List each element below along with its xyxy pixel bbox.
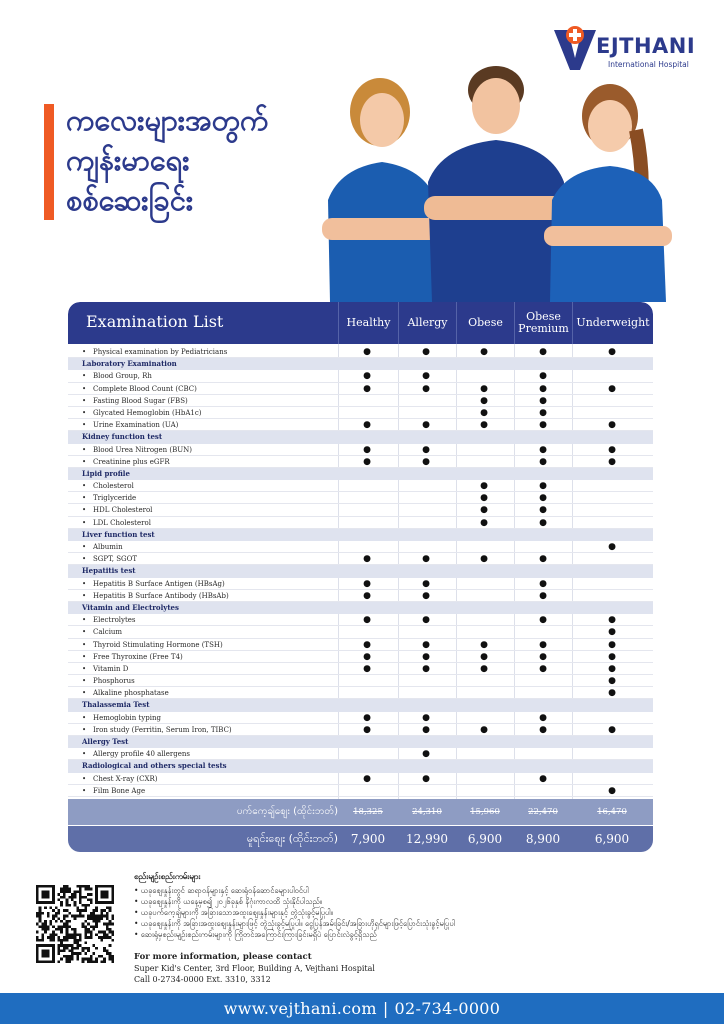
table-row <box>68 504 653 516</box>
package-price-label: ပက်ကေ့ချ်စျေး (ထိုင်းဘတ်) <box>236 806 338 817</box>
bullet-icon: • <box>82 677 87 686</box>
table-row <box>68 370 653 382</box>
included-dot-icon-obese: ● <box>480 663 488 674</box>
logo-name: EJTHANI <box>596 34 696 58</box>
bullet-icon: • <box>82 664 87 673</box>
bullet-icon: • <box>82 713 87 722</box>
bullet-icon: • <box>82 616 87 625</box>
exam-label <box>82 687 169 699</box>
category-row <box>68 602 653 614</box>
row-label-text: Laboratory Examination <box>82 359 177 369</box>
included-dot-icon-obese-premium: ● <box>539 371 547 382</box>
sale-price-healthy: 7,900 <box>350 832 386 846</box>
included-dot-icon-underweight: ● <box>608 688 616 699</box>
exam-label <box>82 578 225 590</box>
included-dot-icon-obese-premium: ● <box>539 590 547 601</box>
included-dot-icon-obese-premium: ● <box>539 554 547 565</box>
row-label-text: Film Bone Age <box>93 786 146 795</box>
included-dot-icon-obese-premium: ● <box>539 615 547 626</box>
row-label-text: Alkaline phosphatase <box>93 689 169 698</box>
row-label-text: Creatinine plus eGFR <box>93 457 170 466</box>
package-price-allergy: 24,310 <box>412 807 442 817</box>
exam-label <box>82 480 134 492</box>
included-dot-icon-healthy: ● <box>363 347 371 357</box>
bullet-icon: • <box>82 579 87 588</box>
terms-conditions <box>134 871 694 940</box>
row-label-text: LDL Cholesterol <box>93 518 151 527</box>
sale-price-obese-premium: 8,900 <box>525 832 561 846</box>
row-label-text: Hepatitis B Surface Antigen (HBsAg) <box>93 579 225 588</box>
included-dot-icon-healthy: ● <box>363 456 371 467</box>
table-row <box>68 492 653 504</box>
bullet-icon: • <box>82 591 87 600</box>
included-dot-icon-obese-premium: ● <box>539 444 547 455</box>
included-dot-icon-obese: ● <box>480 554 488 565</box>
exam-label <box>82 712 161 724</box>
included-dot-icon-obese: ● <box>480 651 488 662</box>
included-dot-icon-obese-premium: ● <box>539 651 547 662</box>
exam-label <box>82 504 152 516</box>
bullet-icon: • <box>82 628 87 637</box>
included-dot-icon-obese-premium: ● <box>539 383 547 394</box>
package-price-row <box>68 799 653 825</box>
included-dot-icon-obese-premium: ● <box>539 395 547 406</box>
table-title: Examination List <box>86 312 224 331</box>
exam-label <box>82 517 151 529</box>
included-dot-icon-allergy: ● <box>422 444 430 455</box>
title-line-1: ကလေးများအတွက် <box>66 103 269 137</box>
included-dot-icon-healthy: ● <box>363 663 371 674</box>
included-dot-icon-healthy: ● <box>363 712 371 723</box>
category-row <box>68 760 653 772</box>
bullet-icon: • <box>82 384 87 393</box>
bullet-icon: • <box>82 518 87 527</box>
row-label-text: Thalassemia Test <box>82 700 150 710</box>
included-dot-icon-obese: ● <box>480 639 488 650</box>
row-label-text: Triglyceride <box>93 494 137 503</box>
qr-code[interactable] <box>36 885 114 963</box>
table-row <box>68 626 653 638</box>
row-label-text: Allergy Test <box>82 737 129 746</box>
included-dot-icon-allergy: ● <box>422 456 430 467</box>
bullet-icon: • <box>82 640 87 649</box>
table-row <box>68 541 653 553</box>
contact-address: Super Kid's Center, 3rd Floor, Building A, Vejthani Hospital <box>134 964 375 973</box>
included-dot-icon-obese: ● <box>480 517 488 528</box>
column-allergy: Allergy <box>398 302 456 344</box>
bullet-icon: • <box>82 457 87 466</box>
column-healthy: Healthy <box>338 302 398 344</box>
row-label-text: Kidney function test <box>82 432 163 442</box>
sale-price-row <box>68 826 653 852</box>
included-dot-icon-allergy: ● <box>422 420 430 431</box>
included-dot-icon-obese: ● <box>480 395 488 406</box>
sale-price-allergy: 12,990 <box>406 832 448 846</box>
bullet-icon: • <box>82 786 87 795</box>
category-row <box>68 736 653 748</box>
included-dot-icon-healthy: ● <box>363 615 371 626</box>
included-dot-icon-allergy: ● <box>422 615 430 626</box>
table-header <box>68 302 653 344</box>
category-label <box>82 431 162 443</box>
included-dot-icon-allergy: ● <box>422 712 430 723</box>
exam-label <box>82 553 137 565</box>
included-dot-icon-allergy: ● <box>422 773 430 784</box>
terms-line: • ယခုပက်ကေ့ချ်များကို အခြားသောအထူးစျေးနှုန်းများနှင့် တွဲသုံးခွင့်မပြုပါ။ <box>134 908 333 917</box>
included-dot-icon-healthy: ● <box>363 371 371 382</box>
title-line-2: ကျန်းမာရေး <box>66 143 190 177</box>
row-label-text: Electrolytes <box>93 616 136 625</box>
exam-label <box>82 614 136 626</box>
included-dot-icon-obese-premium: ● <box>539 639 547 650</box>
exam-label <box>82 444 192 456</box>
included-dot-icon-allergy: ● <box>422 663 430 674</box>
row-label-text: Lipid profile <box>82 468 130 478</box>
row-label-text: SGPT, SGOT <box>93 555 137 564</box>
row-label-text: Hepatitis test <box>82 566 136 576</box>
sale-price-obese: 6,900 <box>467 832 503 846</box>
included-dot-icon-underweight: ● <box>608 785 616 796</box>
row-label-text: Hemoglobin typing <box>93 713 161 722</box>
included-dot-icon-healthy: ● <box>363 651 371 662</box>
category-row <box>68 358 653 370</box>
terms-title: စည်းမျဉ်းစည်းကမ်းများ <box>134 872 201 881</box>
included-dot-icon-obese: ● <box>480 420 488 431</box>
table-row <box>68 663 653 675</box>
bullet-icon: • <box>82 689 87 698</box>
included-dot-icon-obese-premium: ● <box>539 481 547 492</box>
row-label-text: Physical examination by Pediatricians <box>93 348 228 356</box>
included-dot-icon-obese-premium: ● <box>539 493 547 504</box>
girl-left-figure <box>322 78 446 302</box>
included-dot-icon-healthy: ● <box>363 639 371 650</box>
examination-table <box>68 302 653 852</box>
included-dot-icon-healthy: ● <box>363 383 371 394</box>
included-dot-icon-underweight: ● <box>608 542 616 552</box>
exam-label <box>82 492 136 504</box>
table-row <box>68 748 653 760</box>
row-label-text: Vitamin D <box>93 664 129 673</box>
category-row <box>68 565 653 577</box>
table-row <box>68 590 653 602</box>
row-label-text: Radiological and others special tests <box>82 761 227 771</box>
category-label <box>82 736 128 748</box>
footer-phone[interactable]: 02-734-0000 <box>394 999 501 1018</box>
included-dot-icon-obese: ● <box>480 407 488 418</box>
table-row <box>68 773 653 785</box>
bullet-icon: • <box>82 482 87 491</box>
included-dot-icon-obese: ● <box>480 505 488 516</box>
included-dot-icon-allergy: ● <box>422 383 430 394</box>
included-dot-icon-underweight: ● <box>608 383 616 394</box>
row-label-text: HDL Cholesterol <box>93 506 153 515</box>
exam-label <box>82 748 190 760</box>
website-link[interactable]: www.vejthani.com <box>223 999 377 1018</box>
included-dot-icon-allergy: ● <box>422 554 430 565</box>
row-label-text: Phosphorus <box>93 677 135 686</box>
category-row <box>68 529 653 541</box>
included-dot-icon-obese-premium: ● <box>539 724 547 735</box>
table-row <box>68 651 653 663</box>
exam-label <box>82 590 229 602</box>
included-dot-icon-underweight: ● <box>608 627 616 638</box>
exam-label <box>82 724 232 736</box>
included-dot-icon-healthy: ● <box>363 578 371 589</box>
exam-label <box>82 346 227 358</box>
included-dot-icon-allergy: ● <box>422 651 430 662</box>
included-dot-icon-healthy: ● <box>363 773 371 784</box>
row-label-text: Iron study (Ferritin, Serum Iron, TIBC) <box>93 725 232 734</box>
category-label <box>82 602 179 614</box>
footer-separator: | <box>382 999 389 1018</box>
included-dot-icon-allergy: ● <box>422 371 430 382</box>
included-dot-icon-healthy: ● <box>363 590 371 601</box>
included-dot-icon-obese-premium: ● <box>539 456 547 467</box>
included-dot-icon-allergy: ● <box>422 590 430 601</box>
included-dot-icon-obese-premium: ● <box>539 420 547 431</box>
category-row <box>68 431 653 443</box>
category-label <box>82 358 177 370</box>
table-row <box>68 578 653 590</box>
exam-label <box>82 541 123 553</box>
exam-label <box>82 407 202 419</box>
category-label <box>82 468 130 480</box>
table-row <box>68 785 653 797</box>
bullet-icon: • <box>82 725 87 734</box>
included-dot-icon-underweight: ● <box>608 724 616 735</box>
sale-price-underweight: 6,900 <box>594 832 630 846</box>
included-dot-icon-allergy: ● <box>422 724 430 735</box>
included-dot-icon-obese-premium: ● <box>539 773 547 784</box>
category-label <box>82 699 149 711</box>
exam-label <box>82 456 170 468</box>
table-row <box>68 712 653 724</box>
table-row <box>68 395 653 407</box>
package-price-obese-premium: 22,470 <box>528 807 558 817</box>
row-label-text: Albumin <box>93 543 123 551</box>
terms-line: • ဆေးရုံမှစည်းမျဉ်းစည်းကမ်းများကို ကြိုတင်အကြောင်းကြားခြင်းမရှိပဲ ပြောင်းလဲခွင့်ရှိသည် <box>134 930 377 939</box>
table-row <box>68 614 653 626</box>
contact-title: For more information, please contact <box>134 952 312 962</box>
included-dot-icon-underweight: ● <box>608 639 616 650</box>
row-label-text: Fasting Blood Sugar (FBS) <box>93 396 188 405</box>
row-label-text: Chest X-ray (CXR) <box>93 774 158 783</box>
bullet-icon: • <box>82 396 87 405</box>
bullet-icon: • <box>82 652 87 661</box>
bullet-icon: • <box>82 372 87 381</box>
table-row <box>68 419 653 431</box>
included-dot-icon-obese: ● <box>480 493 488 504</box>
row-label-text: Vitamin and Electrolytes <box>82 602 179 612</box>
included-dot-icon-obese: ● <box>480 383 488 394</box>
category-row <box>68 468 653 480</box>
logo-subtitle: International Hospital <box>608 60 689 69</box>
bullet-icon: • <box>82 555 87 564</box>
table-row <box>68 444 653 456</box>
included-dot-icon-underweight: ● <box>608 663 616 674</box>
table-row <box>68 553 653 565</box>
children-photo <box>300 50 710 302</box>
included-dot-icon-healthy: ● <box>363 444 371 455</box>
bullet-icon: • <box>82 750 87 759</box>
exam-label <box>82 663 128 675</box>
column-obese: Obese <box>456 302 514 344</box>
table-row <box>68 456 653 468</box>
exam-label <box>82 639 223 651</box>
included-dot-icon-underweight: ● <box>608 676 616 687</box>
included-dot-icon-obese: ● <box>480 481 488 492</box>
exam-label <box>82 626 122 638</box>
contact-info <box>134 952 375 985</box>
row-label-text: Cholesterol <box>93 482 134 491</box>
table-row <box>68 639 653 651</box>
table-row <box>68 675 653 687</box>
boy-center-figure <box>424 66 570 302</box>
included-dot-icon-healthy: ● <box>363 554 371 565</box>
included-dot-icon-obese-premium: ● <box>539 505 547 516</box>
included-dot-icon-obese: ● <box>480 724 488 735</box>
included-dot-icon-obese-premium: ● <box>539 517 547 528</box>
table-row <box>68 346 653 358</box>
bullet-icon: • <box>82 543 87 551</box>
included-dot-icon-allergy: ● <box>422 639 430 650</box>
category-label <box>82 529 155 541</box>
contact-phone: Call 0-2734-0000 Ext. 3310, 3312 <box>134 975 271 984</box>
included-dot-icon-obese-premium: ● <box>539 578 547 589</box>
row-label-text: Urine Examination (UA) <box>93 421 179 430</box>
girl-right-figure <box>544 84 672 302</box>
sale-price-label: မူရင်းစျေး (ထိုင်းဘတ်) <box>246 832 338 845</box>
included-dot-icon-obese-premium: ● <box>539 712 547 723</box>
table-row <box>68 480 653 492</box>
column-underweight: Underweight <box>572 302 653 344</box>
row-label-text: Blood Urea Nitrogen (BUN) <box>93 445 193 454</box>
included-dot-icon-allergy: ● <box>422 578 430 589</box>
row-label-text: Complete Blood Count (CBC) <box>93 384 197 393</box>
row-label-text: Calcium <box>93 628 123 637</box>
included-dot-icon-underweight: ● <box>608 420 616 431</box>
row-label-text: Blood Group, Rh <box>93 372 152 381</box>
row-label-text: Thyroid Stimulating Hormone (TSH) <box>93 640 223 649</box>
footer-bar <box>0 993 724 1024</box>
exam-label <box>82 370 152 382</box>
table-row <box>68 407 653 419</box>
category-label <box>82 565 136 577</box>
title-line-3: စစ်ဆေးခြင်း <box>66 183 194 217</box>
row-label-text: Glycated Hemoglobin (HbA1c) <box>93 408 202 417</box>
included-dot-icon-allergy: ● <box>422 347 430 357</box>
table-body <box>68 346 653 797</box>
exam-label <box>82 675 135 687</box>
included-dot-icon-underweight: ● <box>608 444 616 455</box>
table-row <box>68 687 653 699</box>
terms-line: • ယခုစျေးနှုန်းကို ယနေ့မှစ၍ ၂၀၂၆ခုနှစ် နိဂုံးကာလထိ သုံးနိုင်ပါသည်။ <box>134 897 323 906</box>
bullet-icon: • <box>82 494 87 503</box>
included-dot-icon-underweight: ● <box>608 615 616 626</box>
included-dot-icon-obese-premium: ● <box>539 347 547 357</box>
bullet-icon: • <box>82 421 87 430</box>
headline-accent-bar <box>44 104 54 220</box>
row-label-text: Free Thyroxine (Free T4) <box>93 652 183 661</box>
bullet-icon: • <box>82 506 87 515</box>
included-dot-icon-allergy: ● <box>422 749 430 760</box>
exam-label <box>82 419 178 431</box>
column-obese-premium: Obese Premium <box>514 302 572 344</box>
included-dot-icon-healthy: ● <box>363 420 371 431</box>
included-dot-icon-underweight: ● <box>608 456 616 467</box>
table-row <box>68 383 653 395</box>
exam-label <box>82 395 188 407</box>
exam-label <box>82 651 183 663</box>
row-label-text: Liver function test <box>82 529 155 539</box>
row-label-text: Hepatitis B Surface Antibody (HBsAb) <box>93 591 229 600</box>
category-row <box>68 699 653 711</box>
package-price-obese: 15,960 <box>470 807 500 817</box>
included-dot-icon-obese-premium: ● <box>539 407 547 418</box>
package-price-healthy: 18,325 <box>353 807 383 817</box>
exam-label <box>82 773 158 785</box>
bullet-icon: • <box>82 408 87 417</box>
included-dot-icon-underweight: ● <box>608 651 616 662</box>
table-row <box>68 724 653 736</box>
included-dot-icon-obese: ● <box>480 347 488 357</box>
terms-line: • ယခုစျေးနှုန်းကို အခြားအထူးစျေးနှုန်းများဖြင့် တွဲသုံးခွင့်မပြုပါ။ ငွေပြန်အမ်းခြင်း/အခြားဟိုရှင်များဖြင့်ပြောင်းသုံးခွင့်မပြုပါ <box>134 919 455 928</box>
included-dot-icon-healthy: ● <box>363 724 371 735</box>
category-label <box>82 760 227 772</box>
exam-label <box>82 383 197 395</box>
package-price-underweight: 16,470 <box>597 807 627 817</box>
bullet-icon: • <box>82 774 87 783</box>
table-row <box>68 517 653 529</box>
bullet-icon: • <box>82 445 87 454</box>
included-dot-icon-obese-premium: ● <box>539 663 547 674</box>
bullet-icon: • <box>82 348 87 356</box>
included-dot-icon-underweight: ● <box>608 347 616 357</box>
terms-line: • ယခုစျေးနှုန်းတွင် ဆရာဝန်များနှင့် ဆေးရုံဝန်ဆောင်ခများပါဝင်ပါ <box>134 886 309 895</box>
row-label-text: Allergy profile 40 allergens <box>93 750 190 759</box>
exam-label <box>82 785 145 797</box>
